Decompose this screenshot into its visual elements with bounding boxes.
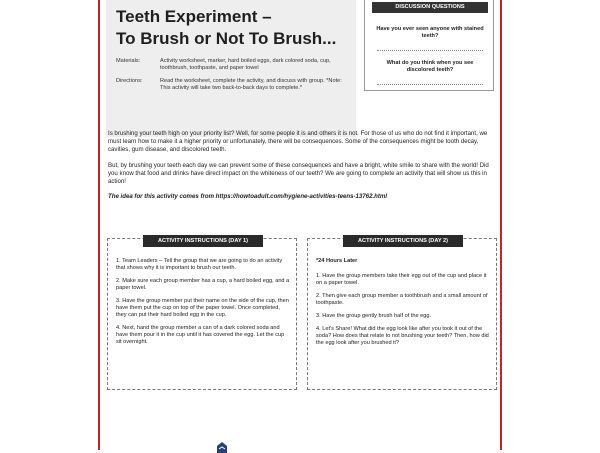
day-2-step: 1. Have the group members take their egg out of the cup and place it on a paper towel.	[316, 273, 487, 286]
source-credit: The idea for this activity comes from https://howtoadult.com/hygiene-activities-teens-13762.html	[108, 193, 388, 201]
day-2-step: 3. Have the group gently brush half of the egg.	[316, 313, 432, 319]
day-2-step: 2. Then give each group member a toothbrush and a small amount of toothpaste.	[316, 293, 488, 306]
directions-label: Directions:	[116, 78, 143, 84]
intro-paragraph-1: Is brushing your teeth high on your priority list? Well, for some people it is and others it is not. For those of us who do not find it important, we must learn how to make it a higher priority or unfortunately, there will be consequences. Some of the consequences might be tooth decay, cavities, gum disease, and discolored teeth.	[108, 130, 488, 153]
materials-directions	[116, 58, 348, 98]
activity-day-2-box	[307, 238, 497, 390]
worksheet-page	[98, 0, 502, 450]
day-2-later-note: *24 Hours Later	[316, 258, 358, 264]
discussion-question-1: Have you ever seen anyone with stained teeth?	[376, 26, 484, 39]
day-1-step: 3. Have the group member put their name on the side of the cup, then have them put the cup on top of the paper towel. Once completed, they can put their hard boiled egg in the cup.	[116, 298, 289, 318]
day-1-step: 1. Team Leaders – Tell the group that we are going to do an activity that shows why it is important to brush our teeth.	[116, 258, 283, 271]
day-1-step: 2. Make sure each group member has a cup, a hard boiled egg, and a paper towel.	[116, 278, 290, 291]
discussion-question-2: What do you think when you see discolored teeth?	[386, 60, 474, 73]
intro-paragraph-2: But, by brushing your teeth each day we can prevent some of these consequences and have a bright, white smile to share with the world! Did you know that food and drinks have direct impact on the whiteness of our teeth? We are going to complete an activity that will show us this in action!	[108, 161, 489, 185]
directions-text: Read the worksheet, complete the activity, and discuss with group. *Note: This activity will take two back-to-back days to complete.*	[160, 78, 342, 91]
day-2-steps	[316, 258, 490, 353]
title-line-1: Teeth Experiment –	[116, 7, 272, 26]
materials-row	[116, 58, 348, 72]
day-2-heading: ACTIVITY INSTRUCTIONS (DAY 2)	[343, 235, 463, 247]
logo-icon	[216, 441, 228, 453]
day-2-step: 4. Let's Share! What did the egg look like after you took it out of the soda? How does that relate to not brushing your teeth? Then, how did the egg look after you brushed it?	[316, 326, 489, 346]
directions-row	[116, 78, 348, 92]
day-1-step: 4. Next, hand the group member a can of a dark colored soda and have them pour it in the cup until it has covered the egg. Let the cup sit overnight.	[116, 325, 285, 345]
page-title	[116, 6, 336, 50]
answer-line-1	[377, 50, 483, 51]
intro-text	[108, 130, 496, 209]
day-1-steps	[116, 258, 290, 352]
discussion-heading: DISCUSSION QUESTIONS	[372, 2, 488, 13]
materials-label: Materials:	[116, 58, 141, 64]
answer-line-2	[377, 84, 483, 85]
discussion-questions-box	[364, 0, 494, 91]
materials-text: Activity worksheet, marker, hard boiled eggs, dark colored soda, cup, toothbrush, toothpaste, and paper towel	[160, 58, 331, 71]
activity-day-1-box	[107, 238, 297, 390]
day-1-heading: ACTIVITY INSTRUCTIONS (DAY 1)	[143, 235, 263, 247]
title-line-2: To Brush or Not To Brush...	[116, 29, 337, 48]
